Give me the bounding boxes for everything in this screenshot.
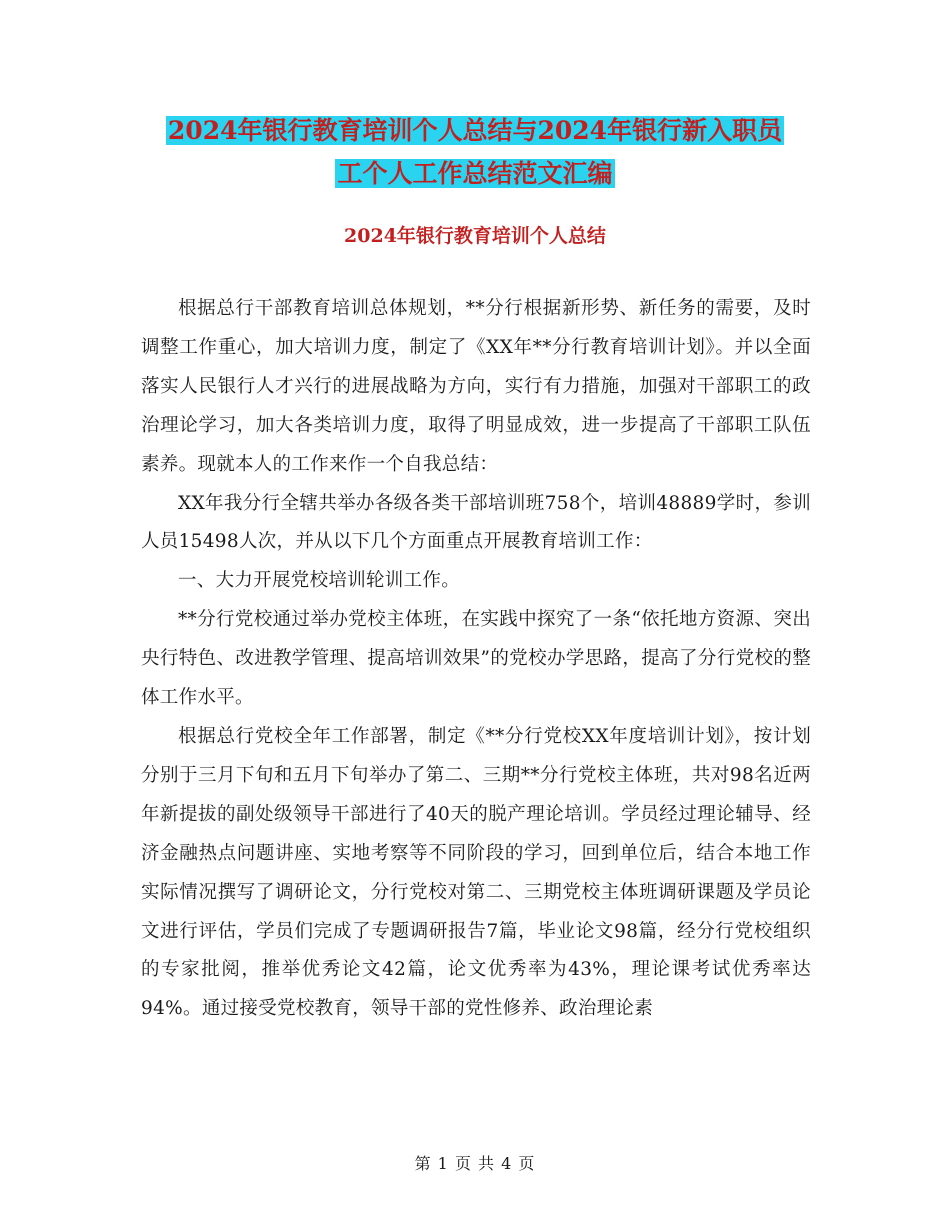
section-title: 2024年银行教育培训个人总结 [344,225,606,247]
document-title-line-2 [0,153,950,195]
title-highlight: 工个人工作总结范文汇编 [337,159,613,188]
document-title-line-1 [0,110,950,152]
paragraph: 一、大力开展党校培训轮训工作。 [178,570,461,592]
document-body [141,290,811,1029]
title-highlight: 2024年银行教育培训个人总结与2024年银行新入职员 [167,116,783,145]
page-number-footer: 第 1 页 共 4 页 [414,1154,536,1173]
paragraph: **分行党校通过举办党校主体班，在实践中探究了一条“依托地方资源、突出央行特色、改进教学管理、提高培训效果”的党校办学思路，提高了分行党校的整体工作水平。 [141,609,811,709]
paragraph: XX年我分行全辖共举办各级各类干部培训班758个，培训48889学时，参训人员15498人次，并从以下几个方面重点开展教育培训工作： [141,492,811,553]
paragraph: 根据总行干部教育培训总体规划，**分行根据新形势、新任务的需要，及时调整工作重心，加大培训力度，制定了《XX年**分行教育培训计划》。并以全面落实人民银行人才兴行的进展战略为方向，实行有力措施，加强对干部职工的政治理论学习，加大各类培训力度，取得了明显成效，进一步提高了干部职工队伍素养。现就本人的工作来作一个自我总结： [141,298,811,475]
paragraph: 根据总行党校全年工作部署，制定《**分行党校XX年度培训计划》，按计划分别于三月下旬和五月下旬举办了第二、三期**分行党校主体班，共对98名近两年新提拔的副处级领导干部进行了40天的脱产理论培训。学员经过理论辅导、经济金融热点问题讲座、实地考察等不同阶段的学习，回到单位后，结合本地工作实际情况撰写了调研论文，分行党校对第二、三期党校主体班调研课题及学员论文进行评估，学员们完成了专题调研报告7篇，毕业论文98篇，经分行党校组织的专家批阅，推举优秀论文42篇，论文优秀率为43%，理论课考试优秀率达94%。通过接受党校教育，领导干部的党性修养、政治理论素 [141,725,811,1020]
